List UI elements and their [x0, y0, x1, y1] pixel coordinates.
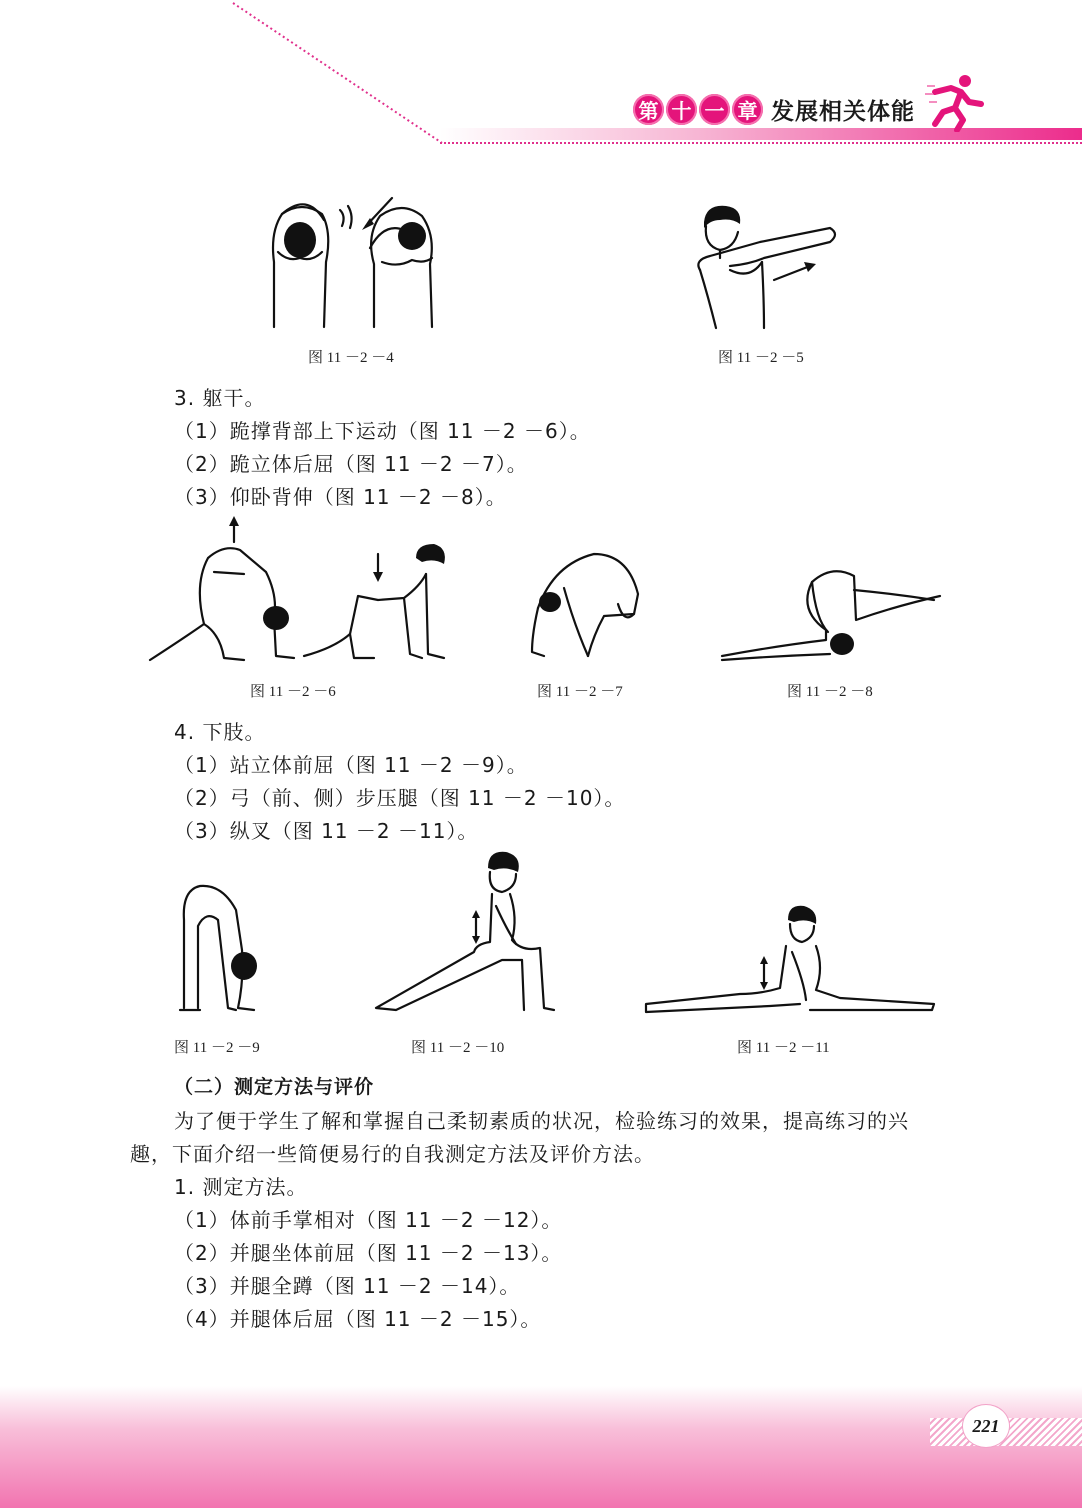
figure-caption: 图 11 －2 －4 — [308, 350, 394, 366]
chapter-char: 章 — [732, 94, 763, 125]
paragraph-line: 为了便于学生了解和掌握自己柔韧素质的状况，检验练习的效果，提高练习的兴 — [174, 1109, 909, 1133]
section-heading: 4. 下肢。 — [174, 720, 266, 744]
list-item: （2）并腿坐体前屈（图 11 －2 －13）。 — [174, 1241, 563, 1265]
header-diagonal-dots — [230, 0, 445, 148]
page-number-badge — [962, 1404, 1010, 1448]
list-item: （3）仰卧背伸（图 11 －2 －8）。 — [174, 485, 507, 509]
section-heading: 1. 测定方法。 — [174, 1175, 308, 1199]
list-item: （2）跪立体后屈（图 11 －2 －7）。 — [174, 452, 528, 476]
figure-caption: 图 11 －2 －6 — [250, 684, 336, 700]
figure-11-2-4 — [252, 192, 452, 332]
figure-caption: 图 11 －2 －11 — [737, 1040, 830, 1056]
subsection-title: （二）测定方法与评价 — [174, 1076, 375, 1098]
figure-11-2-9 — [176, 880, 266, 1014]
figure-11-2-5 — [690, 200, 850, 334]
figure-caption: 图 11 －2 －5 — [718, 350, 804, 366]
chapter-title: 发展相关体能 — [771, 98, 915, 125]
list-item: （1）体前手掌相对（图 11 －2 －12）。 — [174, 1208, 563, 1232]
figure-11-2-11 — [640, 902, 938, 1018]
section-heading: 3. 躯干。 — [174, 386, 266, 410]
figure-11-2-7 — [524, 544, 644, 662]
list-item: （1）跪撑背部上下运动（图 11 －2 －6）。 — [174, 419, 591, 443]
footer-band — [0, 1386, 1082, 1508]
chapter-char: 十 — [666, 94, 697, 125]
figure-11-2-10 — [372, 848, 556, 1016]
list-item: （3）纵叉（图 11 －2 －11）。 — [174, 819, 479, 843]
figure-caption: 图 11 －2 －7 — [537, 684, 623, 700]
list-item: （3）并腿全蹲（图 11 －2 －14）。 — [174, 1274, 521, 1298]
figure-11-2-8 — [716, 560, 948, 664]
chapter-char: 一 — [699, 94, 730, 125]
header-dotted-rule — [440, 142, 1082, 144]
figure-caption: 图 11 －2 －9 — [174, 1040, 260, 1056]
list-item: （4）并腿体后屈（图 11 －2 －15）。 — [174, 1307, 542, 1331]
figure-caption: 图 11 －2 －8 — [787, 684, 873, 700]
chapter-heading — [633, 92, 915, 126]
figure-11-2-6 — [144, 514, 454, 666]
runner-icon — [925, 72, 987, 132]
page-number: 221 — [972, 1415, 1000, 1436]
figure-caption: 图 11 －2 －10 — [411, 1040, 505, 1056]
list-item: （2）弓（前、侧）步压腿（图 11 －2 －10）。 — [174, 786, 626, 810]
list-item: （1）站立体前屈（图 11 －2 －9）。 — [174, 753, 528, 777]
chapter-char: 第 — [633, 94, 664, 125]
paragraph-line: 趣，下面介绍一些简便易行的自我测定方法及评价方法。 — [130, 1142, 655, 1166]
